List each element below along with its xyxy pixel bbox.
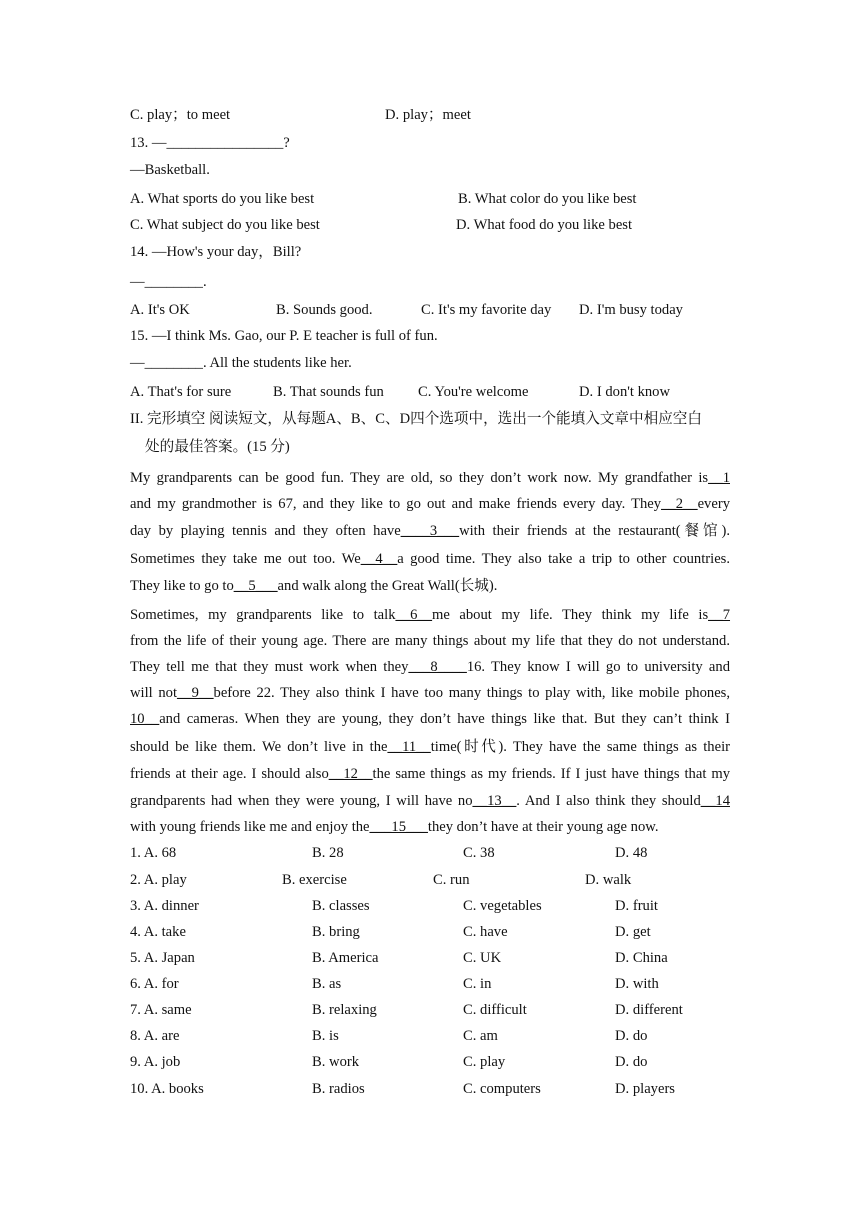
passage-line <box>130 683 730 703</box>
option-5-b: B. America <box>312 950 379 966</box>
option-2-d: D. walk <box>585 872 632 888</box>
option-2-b: B. exercise <box>282 872 347 888</box>
passage-line <box>130 817 730 837</box>
option-7-a: 7. A. same <box>130 1002 192 1018</box>
option-10-c: C. computers <box>463 1081 541 1097</box>
blank-number: ___8____ <box>408 659 467 675</box>
option-7-b: B. relaxing <box>312 1002 377 1018</box>
blank-number: __2__ <box>661 496 698 512</box>
blank-number: __13__ <box>472 793 517 809</box>
passage-text: day by playing tennis and they often have <box>130 523 401 539</box>
blank-number: __5___ <box>233 578 278 594</box>
blank-number: __12__ <box>328 766 373 782</box>
passage-text: . And I also think they should <box>516 793 701 809</box>
blank-number: ___15___ <box>369 819 428 835</box>
blank-number: __7 <box>708 607 731 623</box>
option-4-b: B. bring <box>312 924 360 940</box>
passage-text: from the life of their young age. There are many things about my life that they do not understand. <box>130 633 730 649</box>
passage-text: and my grandmother is 67, and they like to go out and make friends every day. They <box>130 496 662 512</box>
option-1-c: C. 38 <box>463 845 495 861</box>
option-6-d: D. with <box>615 976 659 992</box>
passage-text: before 22. They also think I have too many things to play with, like mobile phones, <box>213 685 731 701</box>
option-3-d: D. fruit <box>615 898 658 914</box>
passage-text: My grandparents can be good fun. They are old, so they don’t work now. My grandfather is <box>130 470 709 486</box>
option-8-a: 8. A. are <box>130 1028 180 1044</box>
option-9-b: B. work <box>312 1054 360 1070</box>
passage-text: 16. They know I will go to university and <box>466 659 731 675</box>
passage-text: They like to go to <box>130 578 234 594</box>
option-4-d: D. get <box>615 924 651 940</box>
section-heading-cont: 处的最佳答案。(15 分) <box>145 439 290 455</box>
passage-line <box>130 521 730 541</box>
q15-option-d: D. I don't know <box>579 384 670 400</box>
blank-number: __1 <box>708 470 730 486</box>
passage-text: Sometimes they take me out too. We <box>130 551 361 567</box>
passage-line <box>130 631 730 651</box>
option-1-d: D. 48 <box>615 845 648 861</box>
q13-option-d: D. What food do you like best <box>456 217 633 233</box>
passage-text: should be like them. We don’t live in the <box>130 739 388 755</box>
option-10-d: D. players <box>615 1081 675 1097</box>
q15-option-a: A. That's for sure <box>130 384 232 400</box>
blank-number: ____3___ <box>400 523 460 539</box>
section-heading: II. 完形填空 阅读短文，从每题A、B、C、D四个选项中，选出一个能填入文章中相应空白 <box>130 411 702 427</box>
option-2-c: C. run <box>433 872 470 888</box>
blank-number: __11__ <box>387 739 431 755</box>
passage-line <box>130 576 730 596</box>
option-7-c: C. difficult <box>463 1002 527 1018</box>
passage-line <box>130 468 730 488</box>
q13-option-a: A. What sports do you like best <box>130 191 315 207</box>
passage-text: they don’t have at their young age now. <box>427 819 659 835</box>
option-5-a: 5. A. Japan <box>130 950 195 966</box>
q13-stem: 13. —________________? <box>130 135 290 151</box>
passage-text: with young friends like me and enjoy the <box>130 819 370 835</box>
passage-text: with their friends at the restaurant(餐馆). <box>459 523 730 539</box>
option-1-b: B. 28 <box>312 845 344 861</box>
q13-answer: —Basketball. <box>130 162 210 178</box>
option-9-a: 9. A. job <box>130 1054 181 1070</box>
q14-option-a: A. It's OK <box>130 302 190 318</box>
option-9-c: C. play <box>463 1054 506 1070</box>
q14-answer: —________. <box>130 274 207 290</box>
passage-text: They tell me that they must work when they <box>130 659 409 675</box>
q14-option-d: D. I'm busy today <box>579 302 683 318</box>
blank-number: __9__ <box>177 685 214 701</box>
passage-text: every <box>697 496 730 512</box>
option-4-c: C. have <box>463 924 508 940</box>
passage-text: time(时代). They have the same things as their <box>430 739 730 755</box>
q15-option-c: C. You're welcome <box>418 384 529 400</box>
option-1-a: 1. A. 68 <box>130 845 177 861</box>
option-6-b: B. as <box>312 976 342 992</box>
option-4-a: 4. A. take <box>130 924 186 940</box>
option-10-a: 10. A. books <box>130 1081 204 1097</box>
option-3-a: 3. A. dinner <box>130 898 199 914</box>
q14-option-c: C. It's my favorite day <box>421 302 552 318</box>
passage-text: and cameras. When they are young, they don’t have things like that. But they can’t think I <box>159 711 730 727</box>
passage-line <box>130 737 730 757</box>
passage-line <box>130 657 730 677</box>
q15-stem: 15. —I think Ms. Gao, our P. E teacher is full of fun. <box>130 328 438 344</box>
option-2-a: 2. A. play <box>130 872 187 888</box>
passage-text: me about my life. They think my life is <box>432 607 709 623</box>
q14-stem: 14. —How's your day，Bill? <box>130 244 302 260</box>
option-8-d: D. do <box>615 1028 648 1044</box>
q15-answer: —________. All the students like her. <box>130 355 352 371</box>
q15-option-b: B. That sounds fun <box>273 384 384 400</box>
q13-option-b: B. What color do you like best <box>458 191 637 207</box>
option-5-c: C. UK <box>463 950 502 966</box>
option-8-c: C. am <box>463 1028 498 1044</box>
passage-line <box>130 709 730 729</box>
passage-text: the same things as my friends. If I just have things that my <box>372 766 730 782</box>
q13-option-c: C. What subject do you like best <box>130 217 320 233</box>
blank-number: __14 <box>700 793 730 809</box>
passage-text: Sometimes, my grandparents like to talk <box>130 607 396 623</box>
passage-line <box>130 549 730 569</box>
option-10-b: B. radios <box>312 1081 365 1097</box>
option-3-c: C. vegetables <box>463 898 542 914</box>
option-9-d: D. do <box>615 1054 648 1070</box>
option-7-d: D. different <box>615 1002 683 1018</box>
passage-text: will not <box>130 685 178 701</box>
passage-text: and walk along the Great Wall(长城). <box>277 578 498 594</box>
q12-option-c: C. play；to meet <box>130 107 231 123</box>
passage-text: grandparents had when they were young, I will have no <box>130 793 473 809</box>
option-8-b: B. is <box>312 1028 339 1044</box>
passage-line <box>130 764 730 784</box>
passage-line <box>130 605 730 625</box>
passage-text: friends at their age. I should also <box>130 766 329 782</box>
passage-text: a good time. They also take a trip to other countries. <box>397 551 731 567</box>
blank-number: __4__ <box>360 551 398 567</box>
option-3-b: B. classes <box>312 898 370 914</box>
blank-number: 10__ <box>130 711 160 727</box>
passage-line <box>130 791 730 811</box>
passage-line <box>130 494 730 514</box>
option-6-a: 6. A. for <box>130 976 179 992</box>
blank-number: __6__ <box>395 607 432 623</box>
q14-option-b: B. Sounds good. <box>276 302 373 318</box>
option-6-c: C. in <box>463 976 492 992</box>
option-5-d: D. China <box>615 950 668 966</box>
q12-option-d: D. play；meet <box>385 107 471 123</box>
